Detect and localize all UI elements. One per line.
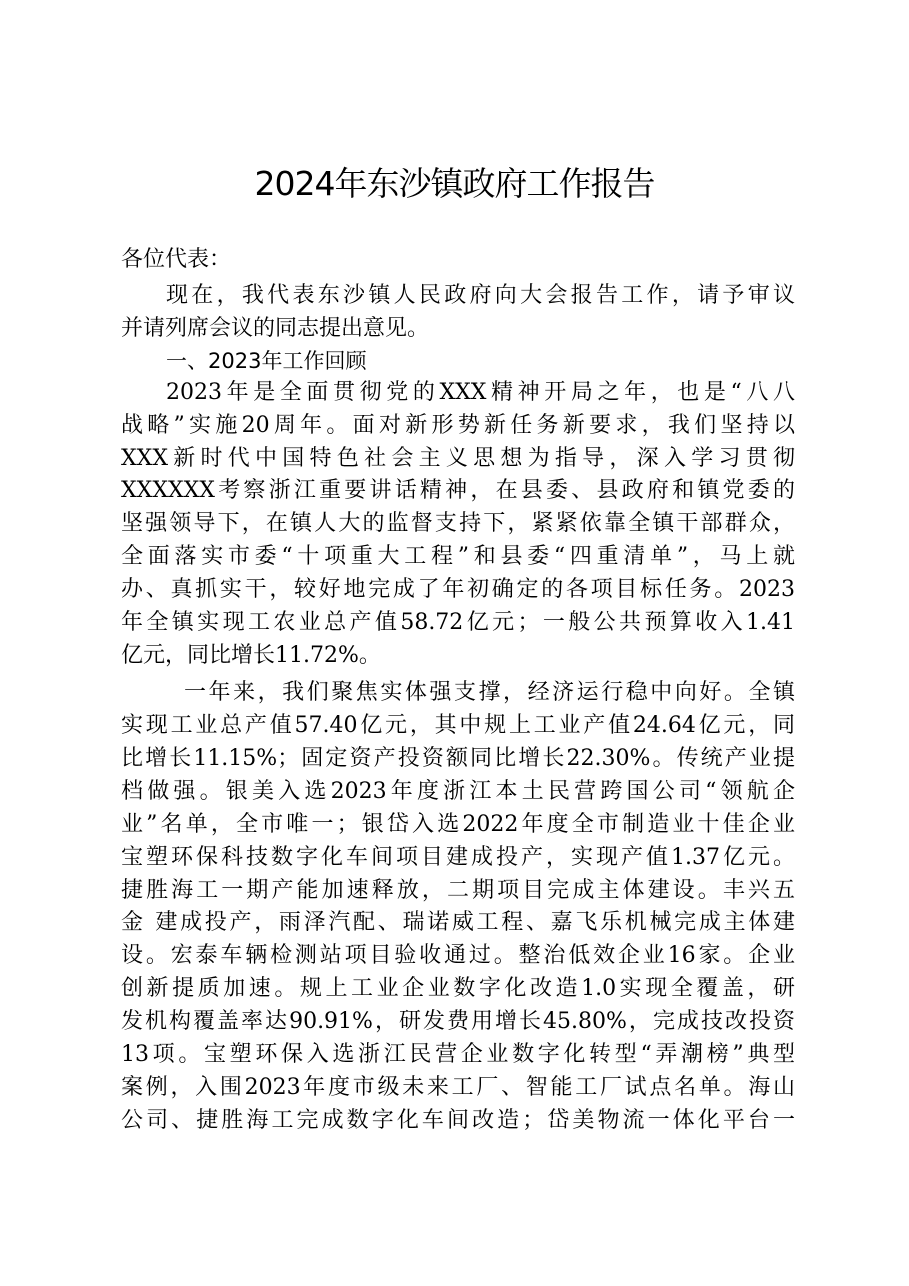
paragraph-line: 办、真抓实干，较好地完成了年初确定的各项目标任务。2023 [121,577,795,602]
paragraph-line: 创新提质加速。规上工业企业数字化改造1.0实现全覆盖，研 [121,976,795,1001]
paragraph-line: XXXXXX考察浙江重要讲话精神，在县委、县政府和镇党委的 [121,478,795,503]
intro-line: 现在，我代表东沙镇人民政府向大会报告工作，请予审议 [166,283,795,308]
paragraph-line: 业”名单，全市唯一；银岱入选2022年度全市制造业十佳企业 [121,812,795,837]
paragraph-line: 档做强。银美入选2023年度浙江本土民营跨国公司“领航企 [121,779,795,804]
paragraph-line: 宝塑环保科技数字化车间项目建成投产，实现产值1.37亿元。 [121,845,795,870]
salutation: 各位代表： [121,247,232,272]
paragraph-line: 实现工业总产值57.40亿元，其中规上工业产值24.64亿元，同 [121,713,795,738]
paragraph-line: 捷胜海工一期产能加速释放，二期项目完成主体建设。丰兴五 [121,878,795,903]
paragraph-line: 一年来，我们聚焦实体强支撑，经济运行稳中向好。全镇 [184,680,795,705]
paragraph-line: 比增长11.15%；固定资产投资额同比增长22.30%。传统产业提 [121,746,795,771]
paragraph-line: 全面落实市委“十项重大工程”和县委“四重清单”，马上就 [121,544,795,569]
paragraph-line: 年全镇实现工农业总产值58.72亿元；一般公共预算收入1.41 [121,610,795,635]
paragraph-line: 发机构覆盖率达90.91%，研发费用增长45.80%，完成技改投资 [121,1009,795,1034]
paragraph-line: 案例，入围2023年度市级未来工厂、智能工厂试点名单。海山 [121,1075,795,1100]
paragraph-line: 2023年是全面贯彻党的XXX精神开局之年，也是“八八 [166,380,795,405]
paragraph-line: 战略”实施20周年。面对新形势新任务新要求，我们坚持以 [121,413,795,438]
section-heading: 一、2023年工作回顾 [166,349,367,373]
paragraph-line: 13项。宝塑环保入选浙江民营企业数字化转型“弄潮榜”典型 [121,1042,795,1067]
page-title: 2024年东沙镇政府工作报告 [254,164,655,203]
paragraph-line: 公司、捷胜海工完成数字化车间改造；岱美物流一体化平台一 [121,1108,795,1133]
paragraph-line: 坚强领导下，在镇人大的监督支持下，紧紧依靠全镇干部群众， [121,511,795,536]
paragraph-line: XXX新时代中国特色社会主义思想为指导，深入学习贯彻 [121,446,795,471]
paragraph-line: 金 建成投产，雨泽汽配、瑞诺威工程、嘉飞乐机械完成主体建 [121,910,795,935]
paragraph-line: 亿元，同比增长11.72%。 [121,643,381,668]
intro-line: 并请列席会议的同志提出意见。 [121,316,430,341]
paragraph-line: 设。宏泰车辆检测站项目验收通过。整治低效企业16家。企业 [121,943,795,968]
